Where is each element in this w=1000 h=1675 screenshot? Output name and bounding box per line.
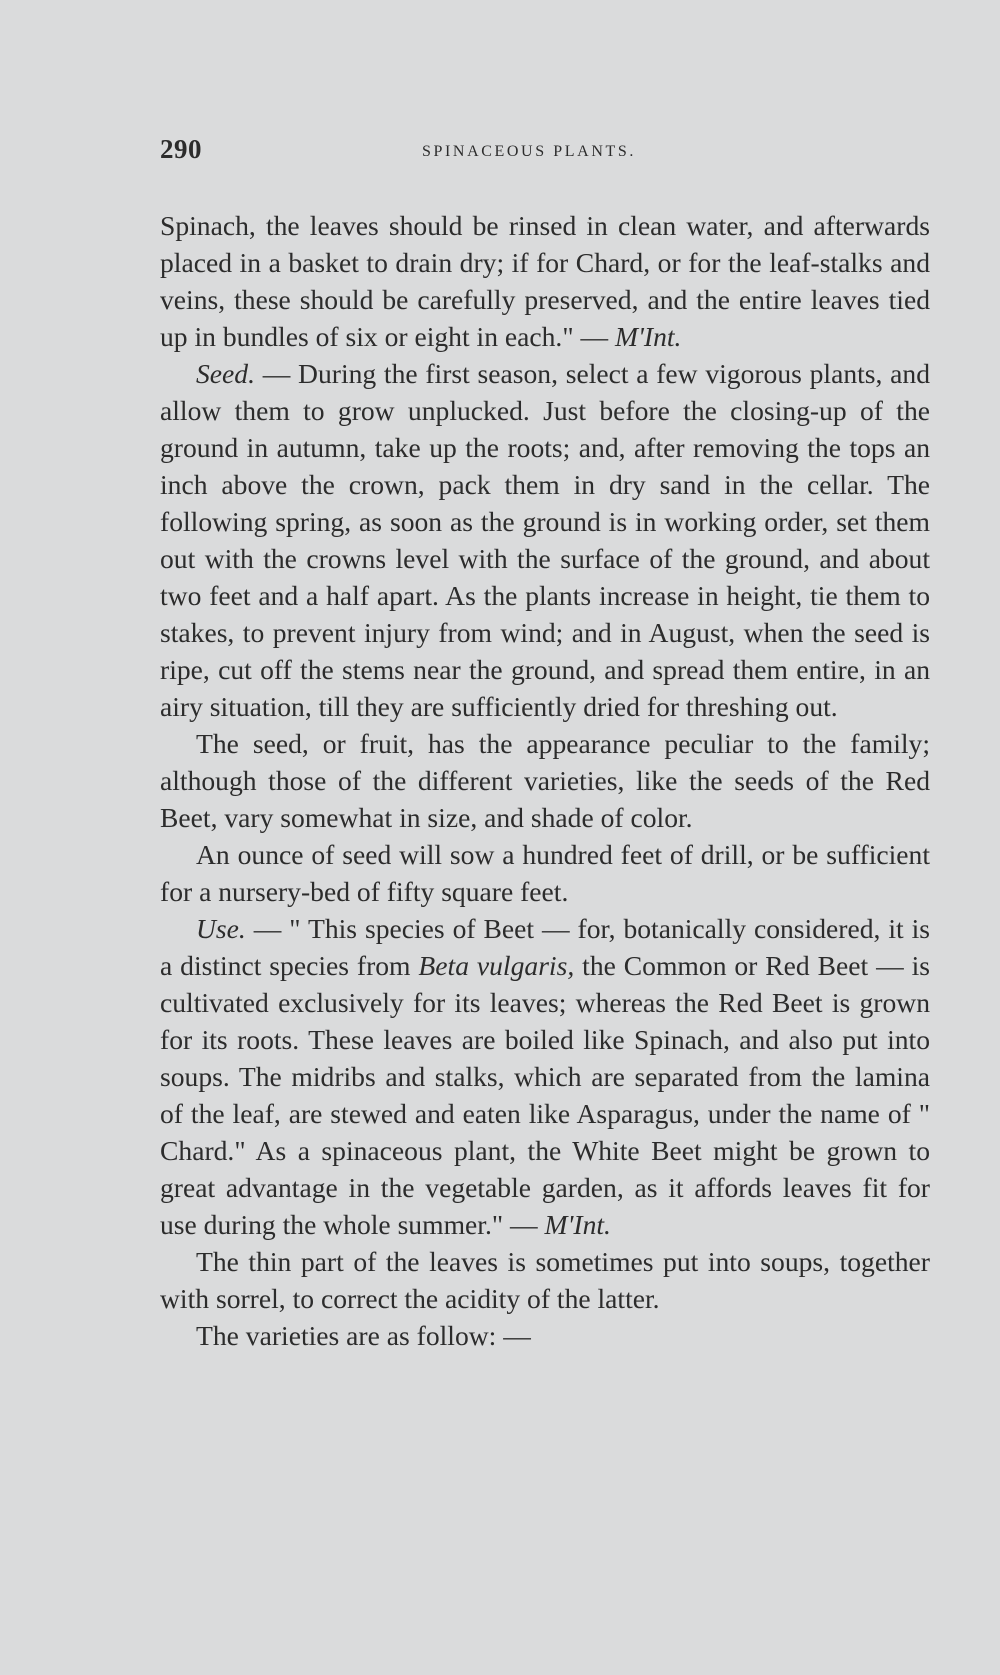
paragraph-use: [160, 910, 930, 1243]
paragraph-text: — " This species of Beet — for, botanically considered, it is a distinct species from: [160, 913, 930, 981]
page-header: [160, 134, 930, 174]
paragraph-text: The seed, or fruit, has the appearance peculiar to the family; although those of the different varieties, like the seeds of the Red Beet, vary somewhat in size, and shade of color.: [160, 728, 930, 833]
paragraph-seed-appearance: [160, 725, 930, 836]
paragraph-text: The thin part of the leaves is sometimes put into soups, together with sorrel, to correct the acidity of the latter.: [160, 1246, 930, 1314]
paragraph-thin-part: [160, 1243, 930, 1317]
paragraph-varieties-intro: [160, 1317, 930, 1354]
page-number: 290: [160, 134, 202, 164]
paragraph-text: An ounce of seed will sow a hundred feet of drill, or be sufficient for a nursery-bed of fifty square feet.: [160, 839, 930, 907]
paragraph-spinach-continuation: [160, 207, 930, 355]
paragraph-text: The varieties are as follow: —: [196, 1320, 531, 1351]
species-name: Beta vulgaris,: [418, 950, 575, 981]
paragraph-seed: [160, 355, 930, 725]
attribution: M'Int.: [615, 321, 682, 352]
section-lead-seed: Seed.: [196, 358, 255, 389]
body-text: [160, 207, 930, 1354]
paragraph-text: Spinach, the leaves should be rinsed in clean water, and afterwards placed in a basket to drain dry; if for Chard, or for the leaf-stalks and veins, these should be carefully preserved, and the entire leaves tied up in bundles of six or eight in each." —: [160, 210, 930, 352]
paragraph-text: the Common or Red Beet — is cultivated exclusively for its leaves; whereas the Red Beet is grown for its roots. These leaves are boiled like Spinach, and also put into soups. The midribs and stalks, which are separated from the lamina of the leaf, are stewed and eaten like Asparagus, under the name of " Chard." As a spinaceous plant, the White Beet might be grown to great advantage in the vegetable garden, as it affords leaves fit for use during the whole summer." —: [160, 950, 930, 1240]
paragraph-seed-quantity: [160, 836, 930, 910]
running-head: SPINACEOUS PLANTS.: [422, 143, 636, 160]
section-lead-use: Use.: [196, 913, 246, 944]
paragraph-text: — During the first season, select a few vigorous plants, and allow them to grow unplucked. Just before the closing-up of the ground in autumn, take up the roots; and, after removing the tops an inch above the crown, pack them in dry sand in the cellar. The following spring, as soon as the ground is in working order, set them out with the crowns level with the surface of the ground, and about two feet and a half apart. As the plants increase in height, tie them to stakes, to prevent injury from wind; and in August, when the seed is ripe, cut off the stems near the ground, and spread them entire, in an airy situation, till they are sufficiently dried for threshing out.: [160, 358, 930, 722]
attribution: M'Int.: [544, 1209, 611, 1240]
